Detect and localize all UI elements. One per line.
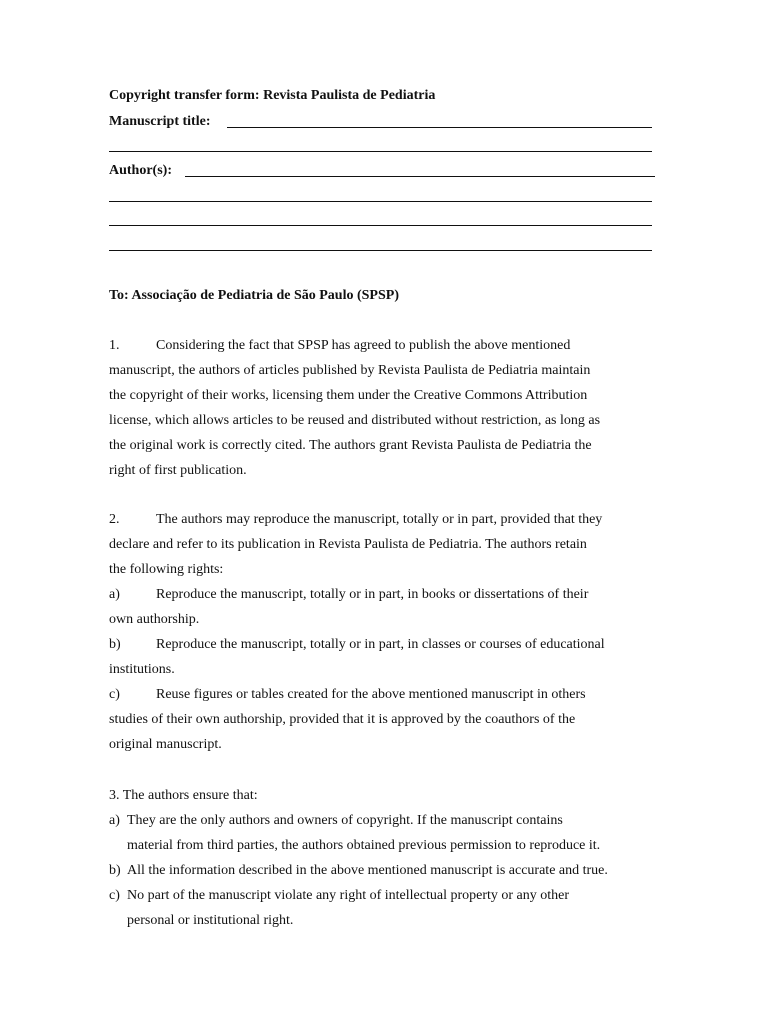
section-1-line: right of first publication. <box>109 463 247 478</box>
authors-line-3[interactable] <box>109 225 652 226</box>
item-text: Reproduce the manuscript, totally or in part, in books or dissertations of their <box>156 587 589 602</box>
form-title: Copyright transfer form: Revista Paulista de Pediatria <box>109 88 436 103</box>
section-2-line: declare and refer to its publication in Revista Paulista de Pediatria. The authors retain <box>109 537 587 552</box>
item-text: Reuse figures or tables created for the above mentioned manuscript in others <box>156 687 586 702</box>
authors-line-2[interactable] <box>109 201 652 202</box>
authors-label: Author(s): <box>109 163 172 178</box>
item-label: c) <box>109 888 120 903</box>
section-2-line: the following rights: <box>109 562 224 577</box>
section-1-line: the original work is correctly cited. The authors grant Revista Paulista de Pediatria the <box>109 438 592 453</box>
section-1 <box>109 333 661 483</box>
addressee-line: To: Associação de Pediatria de São Paulo (SPSP) <box>109 288 399 303</box>
item-label: a) <box>109 587 120 602</box>
item-label: c) <box>109 687 120 702</box>
section-1-line: Considering the fact that SPSP has agreed to publish the above mentioned <box>156 338 571 353</box>
section-2 <box>109 507 661 757</box>
item-label: b) <box>109 637 121 652</box>
section-3 <box>109 783 661 933</box>
item-text: Reproduce the manuscript, totally or in part, in classes or courses of educational <box>156 637 605 652</box>
item-text: material from third parties, the authors obtained previous permission to reproduce it. <box>127 838 601 853</box>
section-1-line: manuscript, the authors of articles published by Revista Paulista de Pediatria maintain <box>109 363 591 378</box>
section-1-line: the copyright of their works, licensing them under the Creative Commons Attribution <box>109 388 588 403</box>
manuscript-title-line-2[interactable] <box>109 151 652 152</box>
authors-line[interactable] <box>185 176 655 177</box>
item-label: a) <box>109 813 120 828</box>
section-1-line: license, which allows articles to be reused and distributed without restriction, as long as <box>109 413 601 428</box>
section-2-line: The authors may reproduce the manuscript, totally or in part, provided that they <box>156 512 603 527</box>
item-text: institutions. <box>109 662 175 677</box>
manuscript-title-label: Manuscript title: <box>109 114 211 129</box>
section-2-number: 2. <box>109 512 120 527</box>
item-text: own authorship. <box>109 612 200 627</box>
section-3-intro: 3. The authors ensure that: <box>109 788 258 803</box>
item-text: studies of their own authorship, provided that it is approved by the coauthors of the <box>109 712 576 727</box>
item-text: They are the only authors and owners of copyright. If the manuscript contains <box>127 813 563 828</box>
item-label: b) <box>109 863 121 878</box>
item-text: All the information described in the above mentioned manuscript is accurate and true. <box>127 863 608 878</box>
item-text: personal or institutional right. <box>127 913 294 928</box>
item-text: original manuscript. <box>109 737 222 752</box>
manuscript-title-line[interactable] <box>227 127 652 128</box>
item-text: No part of the manuscript violate any right of intellectual property or any other <box>127 888 570 903</box>
section-1-number: 1. <box>109 338 120 353</box>
authors-line-4[interactable] <box>109 250 652 251</box>
